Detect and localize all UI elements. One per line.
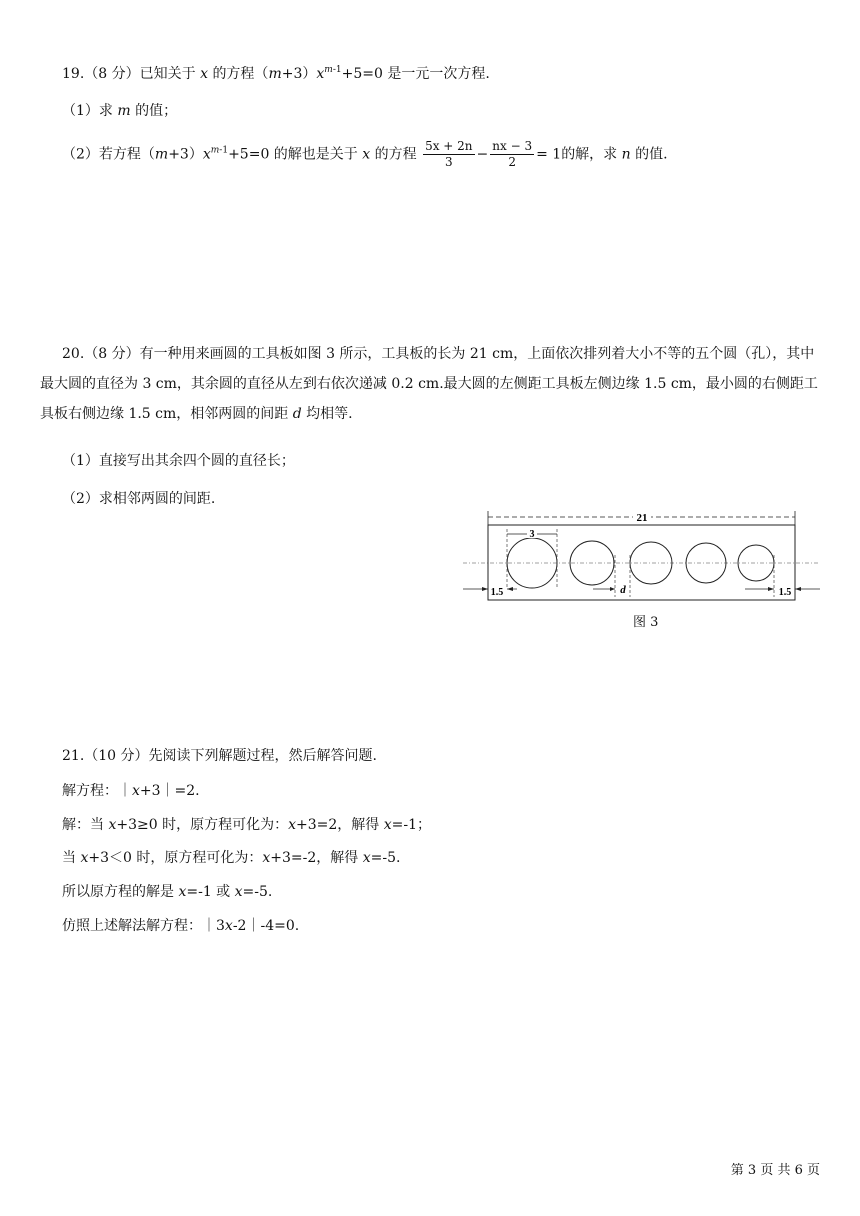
q19-stem: 19.（8 分）已知关于 x 的方程$(m+3)x^{m-1}+5=0$ 是一元一次方程. [62, 65, 490, 82]
q19-part2: （2）若方程$(m+3)x^{m-1}+5=0$ 的解也是关于 x 的方程 $\frac{5x + 2n}{3}$ − $\frac{nx - 3}{2}$ = 1的解，求 n 的值. [62, 139, 668, 169]
q21-line-1: 解方程：｜x+3｜=2. [62, 783, 200, 799]
gap-label: d [620, 584, 626, 596]
q21-line-4: 所以原方程的解是 x=-1 或 x=-5. [62, 884, 273, 900]
left-margin-label: 1.5 [490, 587, 504, 598]
fraction-2: $\frac{nx - 3}{2}$ [492, 139, 533, 169]
q20-part2: （2）求相邻两圆的间距. [62, 491, 216, 507]
q20-part1: （1）直接写出其余四个圆的直径长； [62, 453, 295, 469]
fraction-1: $\frac{5x + 2n}{3}$ [425, 139, 473, 169]
q21-line-2: 解：当 x+3≥0 时，原方程可化为：x+3=2，解得 x=-1； [62, 817, 432, 833]
tool-board-figure [455, 505, 830, 610]
q20-stem: 20.（8 分）有一种用来画圆的工具板如图 3 所示，工具板的长为 21 cm，上面依次排列着大小不等的五个圆（孔），其中最大圆的直径为 3 cm，其余圆的直径从左到右依次递减 0.2 cm.最大圆的左侧距工具板左侧边缘 1.5 cm，最小圆的右侧距工具板右侧边缘 1.5 cm，相邻两圆的间距 d 均相等. [40, 346, 818, 422]
diameter-label: 3 [529, 529, 535, 540]
q19-part1: （1）求 m 的值； [62, 103, 178, 119]
figure-caption: 图 3 [633, 615, 659, 630]
q21-line-3: 当 x+3＜0 时，原方程可化为：x+3=-2，解得 x=-5. [62, 850, 401, 866]
q21-line-5: 仿照上述解法解方程：｜3x-2｜-4=0. [62, 918, 300, 934]
right-margin-label: 1.5 [778, 587, 792, 598]
length-label: 21 [636, 512, 648, 524]
q21-title: 21.（10 分）先阅读下列解题过程，然后解答问题. [62, 748, 377, 764]
page-footer: 第 3 页 共 6 页 [730, 1163, 820, 1178]
